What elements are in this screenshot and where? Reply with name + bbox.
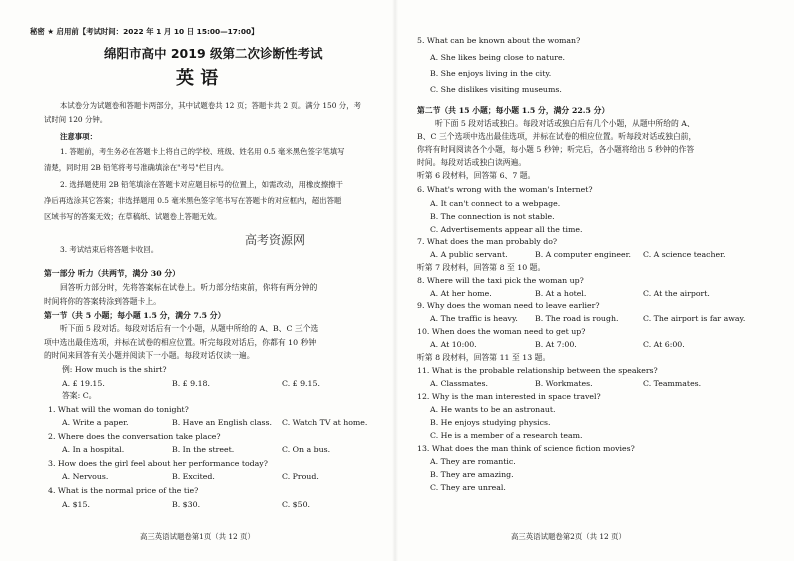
page-2-footer: 高三英语试题卷第2页（共 12 页） [511,532,626,541]
section1-instruction-1: 听下面 5 段对话。每段对话后有一个小题，从题中所给的 A、B、C 三个选 [60,324,319,333]
question-11: 11. What is the probable relationship between the speakers? [417,366,658,375]
page-1-footer: 高三英语试题卷第1页（共 12 页） [140,532,255,541]
note-2c: 区域书写的答案无效；在草稿纸、试题卷上答题无效。 [44,212,222,221]
question-8-option-c: C. At the airport. [643,289,710,298]
question-13-option-c: C. They are unreal. [430,483,506,492]
note-2b: 净后再选涂其它答案；非选择题用 0.5 毫米黑色签字笔书写在答题卡的对应框内，超出答题 [44,196,342,205]
part1-instruction-1: 回答听力部分时，先将答案标在试卷上。听力部分结束前，你将有两分钟的 [60,283,318,292]
note-3: 3. 考试结束后将答题卡收回。 [60,245,159,254]
note-1a: 1. 答题前，考生务必在答题卡上将自己的学校、班级、姓名用 0.5 毫米黑色签字笔填写 [60,147,345,156]
intro-line-1: 本试卷分为试题卷和答题卡两部分，其中试题卷共 12 页；答题卡共 2 页。满分 150 分，考 [60,101,361,110]
question-5-option-c: C. She dislikes visiting museums. [430,85,562,94]
question-9-option-c: C. The airport is far away. [643,314,746,323]
question-6: 6. What's wrong with the woman's Internet? [417,185,593,194]
example-answer: 答案: C。 [62,391,97,400]
question-10-option-c: C. At 6:00. [643,340,685,349]
intro-line-2: 试时间 120 分钟。 [44,115,108,124]
question-8-option-b: B. At a hotel. [535,289,587,298]
question-7-option-b: B. A computer engineer. [535,250,631,259]
question-9-option-b: B. The road is rough. [535,314,619,323]
question-5: 5. What can be known about the woman? [417,36,581,45]
question-7-option-a: A. A public servant. [430,250,508,259]
question-3: 3. How does the girl feel about her performance today? [48,459,268,468]
question-3-option-b: B. Excited. [172,472,215,481]
question-2-option-c: C. On a bus. [282,445,331,454]
question-12-option-c: C. He is a member of a research team. [430,431,583,440]
question-4-option-b: B. $30. [172,500,201,509]
question-12-option-b: B. He enjoys studying physics. [430,418,551,427]
section2-heading: 第二节（共 15 小题；每小题 1.5 分，满分 22.5 分） [417,106,610,115]
section1-instruction-2: 项中选出最佳选项，并标在试卷的相应位置。听完每段对话后，你都有 10 秒钟 [44,338,317,347]
section2-instruction-4: 时间。每段对话或独白读两遍。 [417,158,527,167]
question-13-option-b: B. They are amazing. [430,470,514,479]
question-9-option-a: A. The traffic is heavy. [430,314,518,323]
question-6-option-b: B. The connection is not stable. [430,212,555,221]
question-4-option-c: C. $50. [282,500,311,509]
question-10-option-a: A. At 10:00. [430,340,477,349]
question-11-option-c: C. Teammates. [643,379,702,388]
question-6-option-a: A. It can't connect to a webpage. [430,199,561,208]
question-11-option-b: B. Workmates. [535,379,593,388]
question-7: 7. What does the man probably do? [417,237,558,246]
question-11-option-a: A. Classmates. [430,379,488,388]
section2-instruction-1: 听下面 5 段对话或独白。每段对话或独白后有几个小题，从题中所给的 A、 [435,119,695,128]
question-2-option-a: A. In a hospital. [62,445,125,454]
question-5-option-a: A. She likes being close to nature. [430,53,566,62]
question-2-option-b: B. In the street. [172,445,235,454]
question-3-option-c: C. Proud. [282,472,319,481]
material-8-heading: 听第 8 段材料，回答第 11 至 13 题。 [417,353,551,362]
question-1: 1. What will the woman do tonight? [48,405,189,414]
example-option-c: C. £ 9.15. [282,379,320,388]
question-1-option-a: A. Write a paper. [62,418,129,427]
watermark-text: 高考资源网 [245,233,306,247]
note-2a: 2. 选择题使用 2B 铅笔填涂在答题卡对应题目标号的位置上，如需改动，用橡皮擦擦干 [60,180,343,189]
note-1b: 清楚，同时用 2B 铅笔将考号准确填涂在"考号"栏目内。 [44,163,229,172]
question-8-option-a: A. At her home. [430,289,492,298]
example-question: 例: How much is the shirt? [62,365,167,374]
question-1-option-c: C. Watch TV at home. [282,418,368,427]
section1-heading: 第一节（共 5 小题；每小题 1.5 分，满分 7.5 分） [44,311,226,320]
question-9: 9. Why does the woman need to leave earlier? [417,301,600,310]
question-7-option-c: C. A science teacher. [643,250,726,259]
part1-heading: 第一部分 听力（共两节，满分 30 分） [44,269,180,278]
material-6-heading: 听第 6 段材料，回答第 6、7 题。 [417,171,536,180]
question-10: 10. When does the woman need to get up? [417,327,586,336]
page-2 [397,0,794,561]
section2-instruction-2: B、C 三个选项中选出最佳选项，并标在试卷的相应位置。听每段对话或独白前， [417,132,697,141]
section1-instruction-3: 的时间来回答有关小题并阅读下一小题。每段对话仅读一遍。 [44,351,255,360]
section2-instruction-3: 你将有时间阅读各个小题，每小题 5 秒钟；听完后，各小题将给出 5 秒钟的作答 [417,145,695,154]
question-5-option-b: B. She enjoys living in the city. [430,69,552,78]
question-12-option-a: A. He wants to be an astronaut. [430,405,556,414]
question-13-option-a: A. They are romantic. [430,457,516,466]
material-7-heading: 听第 7 段材料，回答第 8 至 10 题。 [417,263,546,272]
exam-title: 绵阳市高中 2019 级第二次诊断性考试 [104,46,323,61]
example-option-b: B. £ 9.18. [172,379,210,388]
question-1-option-b: B. Have an English class. [172,418,272,427]
question-8: 8. Where will the taxi pick the woman up? [417,276,584,285]
question-3-option-a: A. Nervous. [62,472,109,481]
question-6-option-c: C. Advertisements appear all the time. [430,225,583,234]
question-4-option-a: A. $15. [62,500,90,509]
question-12: 12. Why is the man interested in space travel? [417,392,601,401]
question-4: 4. What is the normal price of the tie? [48,486,199,495]
notes-heading: 注意事项： [60,132,97,141]
question-10-option-b: B. At 7:00. [535,340,577,349]
question-2: 2. Where does the conversation take place? [48,432,221,441]
question-13: 13. What does the man think of science fiction movies? [417,444,635,453]
part1-instruction-2: 时间将你的答案转涂到答题卡上。 [44,297,161,306]
confidential-line: 秘密 ★ 启用前【考试时间：2022 年 1 月 10 日 15:00—17:00】 [30,27,259,36]
example-option-a: A. £ 19.15. [62,379,105,388]
subject-title: 英 语 [176,68,219,89]
